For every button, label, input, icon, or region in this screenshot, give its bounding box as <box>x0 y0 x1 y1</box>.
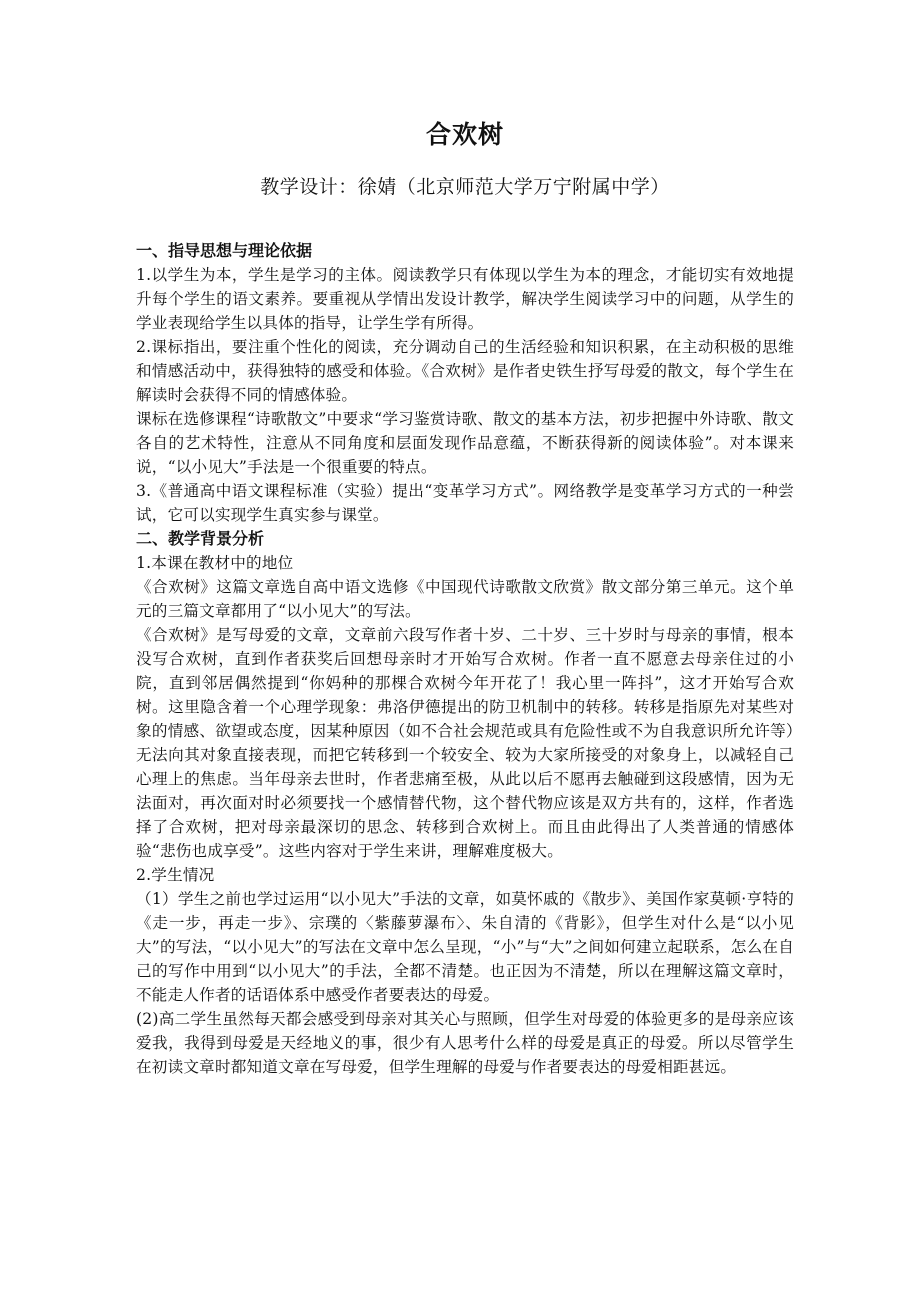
document-subtitle: 教学设计：徐婧（北京师范大学万宁附属中学） <box>260 176 670 198</box>
paragraph: (2)高二学生虽然每天都会感受到母亲对其关心与照顾，但学生对母爱的体验更多的是母亲应该爱我，我得到母爱是天经地义的事，很少有人思考什么样的母爱是真正的母爱。所以尽管学生在初读文章时都知道文章在写母爱，但学生理解的母爱与作者要表达的母爱相距甚远。 <box>136 1010 794 1076</box>
paragraph: 3.《普通高中语文课程标准（实验）提出“变革学习方式”。网络教学是变革学习方式的一种尝试，它可以实现学生真实参与课堂。 <box>136 482 794 524</box>
section-heading: 二、教学背景分析 <box>136 529 265 548</box>
document-body <box>136 239 794 1079</box>
paragraph: 《合欢树》这篇文章选自高中语文选修《中国现代诗歌散文欣赏》散文部分第三单元。这个单元的三篇文章都用了“以小见大”的写法。 <box>136 578 794 620</box>
paragraph: 2.课标指出，要注重个性化的阅读，充分调动自己的生活经验和知识积累，在主动积极的思维和情感活动中，获得独特的感受和体验。《合欢树》是作者史铁生抒写母爱的散文，每个学生在解读时会获得不同的情感体验。 <box>136 338 794 404</box>
document-title: 合欢树 <box>425 120 504 149</box>
paragraph: 《合欢树》是写母爱的文章，文章前六段写作者十岁、二十岁、三十岁时与母亲的事情，根本没写合欢树，直到作者获奖后回想母亲时才开始写合欢树。作者一直不愿意去母亲住过的小院，直到邻居偶然提到“你妈种的那棵合欢树今年开花了！我心里一阵抖”，这才开始写合欢树。这里隐含着一个心理学现象：弗洛伊德提出的防卫机制中的转移。转移是指原先对某些对象的情感、欲望或态度，因某种原因（如不合社会规范或具有危险性或不为自我意识所允许等）无法向其对象直接表现，而把它转移到一个较安全、较为大家所接受的对象身上，以减轻自己心理上的焦虑。当年母亲去世时，作者悲痛至极，从此以后不愿再去触碰到这段感情，因为无法面对，再次面对时必须要找一个感情替代物，这个替代物应该是双方共有的，这样，作者选择了合欢树，把对母亲最深切的思念、转移到合欢树上。而且由此得出了人类普通的情感体验“悲伤也成享受”。这些内容对于学生来讲，理解难度极大。 <box>136 626 794 860</box>
paragraph: 课标在选修课程“诗歌散文”中要求“学习鉴赏诗歌、散文的基本方法，初步把握中外诗歌、散文各自的艺术特性，注意从不同角度和层面发现作品意蕴，不断获得新的阅读体验”。对本课来说，“以小见大”手法是一个很重要的特点。 <box>136 410 794 476</box>
paragraph: 1.本课在教材中的地位 <box>136 554 294 572</box>
paragraph: 2.学生情况 <box>136 866 215 884</box>
section-heading: 一、指导思想与理论依据 <box>136 241 313 260</box>
paragraph: 1.以学生为本，学生是学习的主体。阅读教学只有体现以学生为本的理念，才能切实有效地提升每个学生的语文素养。要重视从学情出发设计教学，解决学生阅读学习中的问题，从学生的学业表现给学生以具体的指导，让学生学有所得。 <box>136 266 794 332</box>
paragraph: （1）学生之前也学过运用“以小见大”手法的文章，如莫怀戚的《散步》、美国作家莫顿·亨特的《走一步，再走一步》、宗璞的〈紫藤萝瀑布〉、朱自清的《背影》，但学生对什么是“以小见大”的写法，“以小见大”的写法在文章中怎么呈现，“小”与“大”之间如何建立起联系，怎么在自己的写作中用到“以小见大”的手法，全都不清楚。也正因为不清楚，所以在理解这篇文章时，不能走人作者的话语体系中感受作者要表达的母爱。 <box>136 890 794 1004</box>
